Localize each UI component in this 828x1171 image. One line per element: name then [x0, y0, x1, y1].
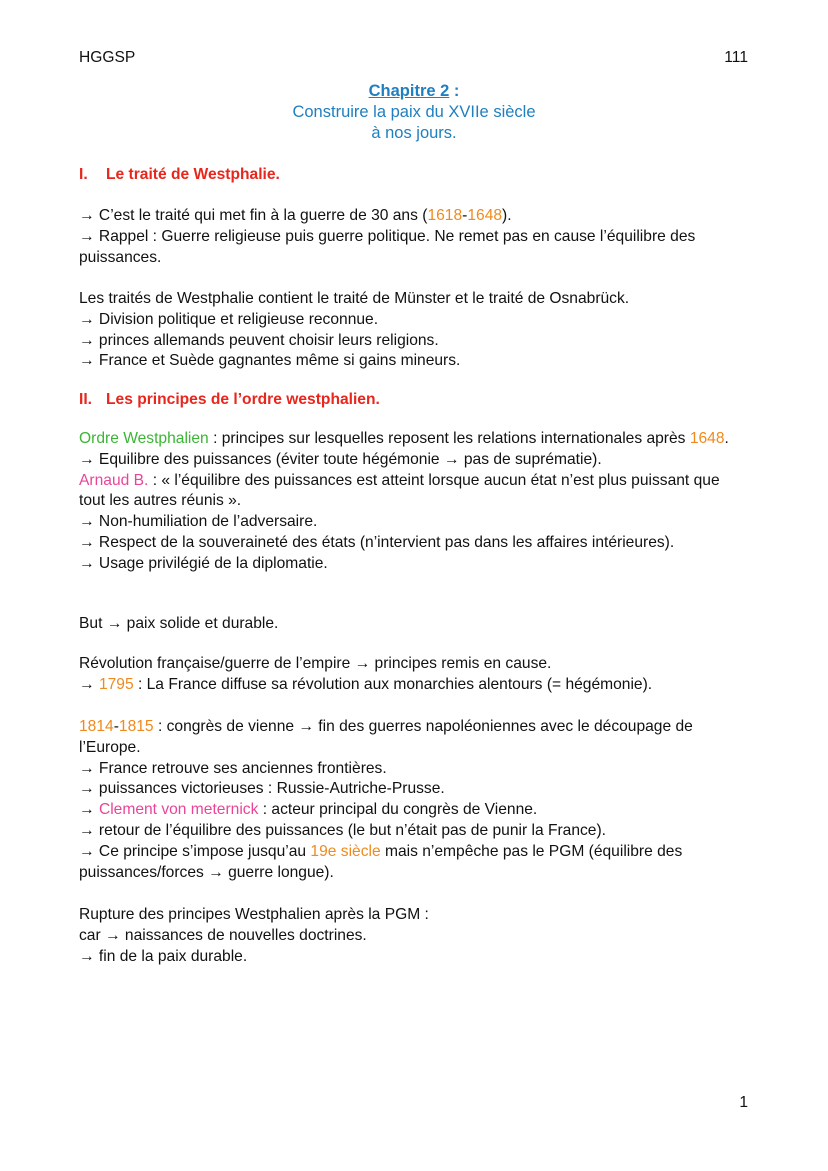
text-segment: → Rappel : Guerre religieuse puis guerre politique. Ne remet pas en cause l’équilibre des puissances. — [79, 227, 696, 266]
text-segment: → retour de l’équilibre des puissances (le but n’était pas de punir la France). — [79, 821, 607, 839]
text-line — [79, 533, 747, 554]
text-line — [79, 351, 747, 372]
paragraph-block — [79, 429, 747, 575]
section-heading-2 — [79, 390, 747, 411]
section-number: II. — [79, 391, 92, 408]
paragraph-block — [79, 614, 747, 635]
chapter-subtitle-line2: à nos jours. — [371, 124, 457, 142]
text-segment: → Usage privilégié de la diplomatie. — [79, 554, 328, 572]
text-segment: → C’est le traité qui met fin à la guerre de 30 ans ( — [79, 207, 428, 224]
text-line — [79, 779, 747, 800]
text-line — [79, 512, 747, 533]
highlighted-text-orange: 1648 — [467, 207, 503, 224]
highlighted-text-orange: 19e siècle — [310, 842, 381, 860]
text-line — [79, 471, 747, 513]
text-line — [79, 654, 747, 675]
text-line — [79, 450, 747, 471]
text-segment: Les traités de Westphalie contient le traité de Münster et le traité de Osnabrück. — [79, 290, 630, 307]
section-title: Le traité de Westphalie. — [106, 166, 280, 183]
text-line — [79, 800, 747, 821]
header-subject: HGGSP — [79, 49, 136, 66]
text-segment: → France retrouve ses anciennes frontières. — [79, 759, 387, 777]
text-line — [79, 759, 747, 780]
highlighted-text-orange: 1814 — [79, 718, 114, 735]
paragraph-block — [79, 654, 747, 696]
highlighted-text-orange: 1795 — [98, 675, 134, 693]
text-segment: Rupture des principes Westphalien après la PGM : — [79, 906, 429, 923]
section-title: Les principes de l’ordre westphalien. — [106, 391, 380, 408]
text-line — [79, 227, 747, 269]
text-line — [79, 675, 747, 696]
text-line — [79, 905, 747, 926]
highlighted-text-pink: Clement von meternick — [98, 801, 259, 819]
text-line — [79, 429, 747, 450]
chapter-subtitle-line1: Construire la paix du XVIIe siècle — [292, 103, 536, 121]
paragraph-block — [79, 905, 747, 967]
page-number: 1 — [739, 1094, 748, 1111]
text-segment: → — [79, 801, 99, 819]
text-segment: → fin de la paix durable. — [79, 947, 248, 965]
text-segment: → Division politique et religieuse reconnue. — [79, 310, 379, 328]
text-segment: → Ce principe s’impose jusqu’au — [79, 842, 311, 860]
paragraph-block — [79, 289, 747, 372]
text-segment: : acteur principal du congrès de Vienne. — [258, 801, 538, 819]
paragraph-block — [79, 206, 747, 268]
text-line — [79, 842, 747, 884]
text-line — [79, 206, 747, 227]
text-segment: → puissances victorieuses : Russie-Autriche-Prusse. — [79, 780, 445, 798]
text-line — [79, 926, 747, 947]
chapter-label: Chapitre 2 — [368, 82, 450, 100]
text-segment: : « l’équilibre des puissances est atteint lorsque aucun état n’est plus puissant que tout les autres réunis ». — [79, 471, 720, 510]
section-number: I. — [79, 166, 88, 183]
header-page-ref: 111 — [724, 49, 748, 66]
text-segment: : La France diffuse sa révolution aux monarchies alentours (= hégémonie). — [133, 675, 653, 693]
text-segment: . — [724, 430, 729, 447]
highlighted-text-orange: 1618 — [427, 207, 463, 224]
text-segment: ). — [502, 207, 512, 224]
text-segment: → Non-humiliation de l’adversaire. — [79, 513, 318, 531]
chapter-title — [0, 81, 828, 144]
text-segment: mais n’empêche pas le PGM (équilibre des puissances/forces → guerre longue). — [79, 842, 683, 881]
text-line — [79, 821, 747, 842]
text-segment: car → naissances de nouvelles doctrines. — [79, 926, 367, 944]
text-segment: : principes sur lesquelles reposent les relations internationales après — [208, 430, 690, 447]
text-line — [79, 289, 747, 310]
text-line — [79, 717, 747, 759]
text-segment: → Equilibre des puissances (éviter toute hégémonie → pas de suprématie). — [79, 450, 602, 468]
section-heading-1 — [79, 165, 747, 186]
text-segment: → Respect de la souveraineté des états (n’intervient pas dans les affaires intérieures). — [79, 533, 675, 551]
text-segment: Révolution française/guerre de l’empire → principes remis en cause. — [79, 655, 552, 672]
highlighted-text-orange: 1815 — [118, 718, 154, 735]
text-segment: - — [462, 207, 468, 224]
highlighted-text-pink: Arnaud B. — [79, 471, 149, 489]
text-segment: But → paix solide et durable. — [79, 615, 279, 632]
text-segment: → France et Suède gagnantes même si gains mineurs. — [79, 352, 461, 370]
text-segment: → — [79, 675, 99, 693]
text-segment: - — [113, 718, 119, 735]
text-line — [79, 947, 747, 968]
paragraph-block — [79, 717, 747, 883]
chapter-colon: : — [449, 82, 460, 100]
text-segment: : congrès de vienne → fin des guerres napoléoniennes avec le découpage de l’Europe. — [79, 718, 693, 756]
text-segment: → princes allemands peuvent choisir leurs religions. — [79, 331, 439, 349]
text-line — [79, 554, 747, 575]
text-line — [79, 614, 747, 635]
highlighted-text-orange: 1648 — [689, 430, 725, 447]
text-line — [79, 331, 747, 352]
highlighted-text-green: Ordre Westphalien — [79, 430, 209, 447]
text-line — [79, 310, 747, 331]
